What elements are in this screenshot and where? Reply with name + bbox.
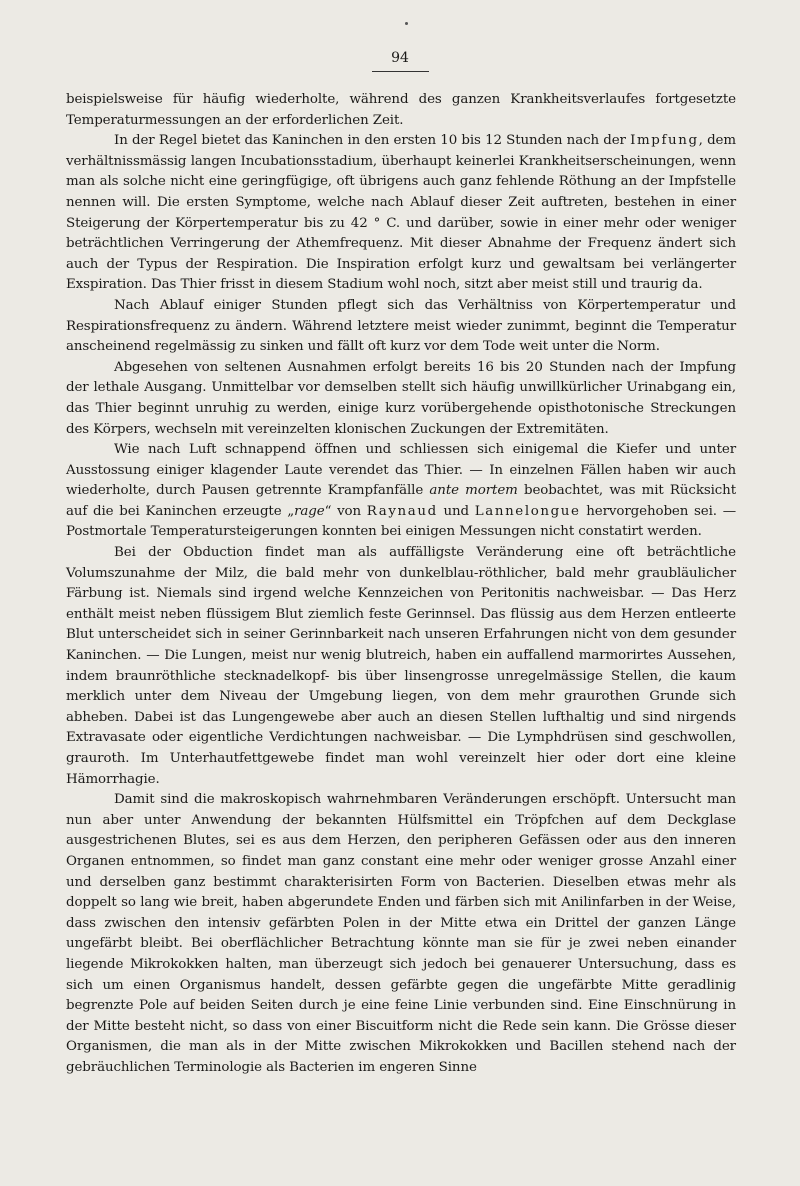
italic-text: rage [294, 503, 325, 519]
spaced-text: Lannelongue [474, 503, 581, 519]
text-run: und [437, 503, 475, 519]
spaced-text: Raynaud [366, 503, 438, 519]
text-run: beispielsweise für häufig wiederholte, während des ganzen Krankheitsverlaufes fortgesetzte Temperaturmessungen an der erforderlichen Zeit. [66, 92, 736, 128]
text-run: Bei der Obduction findet man als auffälligste Veränderung eine oft beträchtliche Volumszunahme der Milz, die bald mehr von dunkelblau-röthlicher, bald mehr graubläulicher Färbung ist. Niemals sind irgend welche Kennzeichen von Peritonitis nachweisbar. — Das Herz enthält meist neben flüssigem Blut ziemlich feste Gerinnsel. Das flüssig aus dem Herzen entleerte Blut unterscheidet sich in seiner Gerinnbarkeit nach unseren Erfahrungen nicht von dem gesunder Kaninchen. — Die Lungen, meist nur wenig blutreich, haben ein auffallend marmorirtes Aussehen, indem braunröthliche stecknadelkopf- bis über linsengrosse unregelmässige Stellen, die kaum merklich unter dem Niveau der Umgebung liegen, von dem mehr graurothen Grunde sich abheben. Dabei ist das Lungengewebe aber auch an diesen Stellen lufthaltig und sind nirgends Extravasate oder eigentliche Verdichtungen nachweisbar. — Die Lymphdrüsen sind geschwollen, grauroth. Im Unterhautfettgewebe findet man wohl vereinzelt hier oder dort eine kleine Hämorrhagie. [66, 545, 736, 787]
paragraph [66, 90, 736, 131]
text-run: hervorgehoben sei. — Postmortale Temperatursteigerungen konnten bei einigen Messungen nicht constatirt werden. [66, 503, 736, 540]
text-run: “ von [324, 503, 367, 519]
text-run: , dem verhältnissmässig langen Incubationsstadium, überhaupt keinerlei Krankheitserscheinungen, wenn man als solche nicht eine geringfügige, oft übrigens auch ganz fehlende Röthung an der Impfstelle nennen will. Die ersten Symptome, welche nach Ablauf dieser Zeit auftreten, bestehen in einer Steigerung der Körpertemperatur bis zu 42 ° C. und darüber, sowie in einer mehr oder weniger beträchtlichen Verringerung der Athemfrequenz. Mit dieser Abnahme der Frequenz ändert sich auch der Typus der Respiration. Die Inspiration erfolgt kurz und gewaltsam bei verlängerter Exspiration. Das Thier frisst in diesem Stadium wohl noch, sitzt aber meist still und traurig da. [66, 133, 736, 293]
text-run: beobachtet, was mit Rücksicht auf die bei Kaninchen erzeugte „ [66, 483, 736, 519]
paragraph [66, 131, 736, 296]
text-run: In der Regel bietet das Kaninchen in den ersten 10 bis 12 Stunden nach der [114, 133, 631, 149]
text-run: Nach Ablauf einiger Stunden pflegt sich das Verhältniss von Körpertemperatur und Respirationsfrequenz zu ändern. Während letztere meist wieder zunimmt, beginnt die Temperatur anscheinend regelmässig zu sinken und fällt oft kurz vor dem Tode weit unter die Norm. [66, 297, 736, 355]
paragraph [66, 358, 736, 440]
paragraph [66, 543, 736, 790]
text-run: Abgesehen von seltenen Ausnahmen erfolgt bereits 16 bis 20 Stunden nach der Impfung der lethale Ausgang. Unmittelbar vor demselben stellt sich häufig unwillkürlicher Urinabgang ein, das Thier beginnt unruhig zu werden, einige kurz vorübergehende opisthotonische Streckungen des Körpers, wechseln mit vereinzelten klonischen Zuckungen der Extremitäten. [66, 359, 736, 437]
paragraph [66, 790, 736, 1078]
paragraph [66, 440, 736, 543]
paragraph [66, 296, 736, 358]
page-number-rule [372, 71, 429, 72]
text-run: Wie nach Luft schnappend öffnen und schliessen sich einigemal die Kiefer und unter Ausstossung einiger klagender Laute verendet das Thier. — In einzelnen Fällen haben wir auch wiederholte, durch Pausen getrennte Krampfanfälle [66, 442, 736, 499]
page-number: 94 [391, 50, 409, 66]
spaced-text: Impfung [630, 133, 699, 149]
italic-text: ante mortem [429, 483, 518, 499]
body-text [66, 90, 736, 1079]
text-run: Damit sind die makroskopisch wahrnehmbaren Veränderungen erschöpft. Untersucht man nun aber unter Anwendung der bekannten Hülfsmittel ein Tröpfchen auf dem Deckglase ausgestrichenen Blutes, sei es aus dem Herzen, den peripheren Gefässen oder aus den inneren Organen entnommen, so findet man ganz constant eine mehr oder weniger grosse Anzahl einer und derselben ganz bestimmt charakterisirten Form von Bacterien. Dieselben etwas mehr als doppelt so lang wie breit, haben abgerundete Enden und färben sich mit Anilinfarben in der Weise, dass zwischen den intensiv gefärbten Polen in der Mitte etwa ein Drittel der ganzen Länge ungefärbt bleibt. Bei oberflächlicher Betrachtung könnte man sie für je zwei neben einander liegende Mikrokokken halten, man überzeugt sich jedoch bei genauerer Untersuchung, dass es sich um einen Organismus handelt, dessen gefärbte gegen die ungefärbte Mitte geradlinig begrenzte Pole auf beiden Seiten durch je eine feine Linie verbunden sind. Eine Einschnürung in der Mitte besteht nicht, so dass von einer Biscuitform nicht die Rede sein kann. Die Grösse dieser Organismen, die man als in der Mitte zwischen Mikrokokken und Bacillen stehend nach der gebräuchlichen Terminologie als Bacterien im engeren Sinne [66, 792, 736, 1075]
scan-speck [405, 22, 408, 25]
